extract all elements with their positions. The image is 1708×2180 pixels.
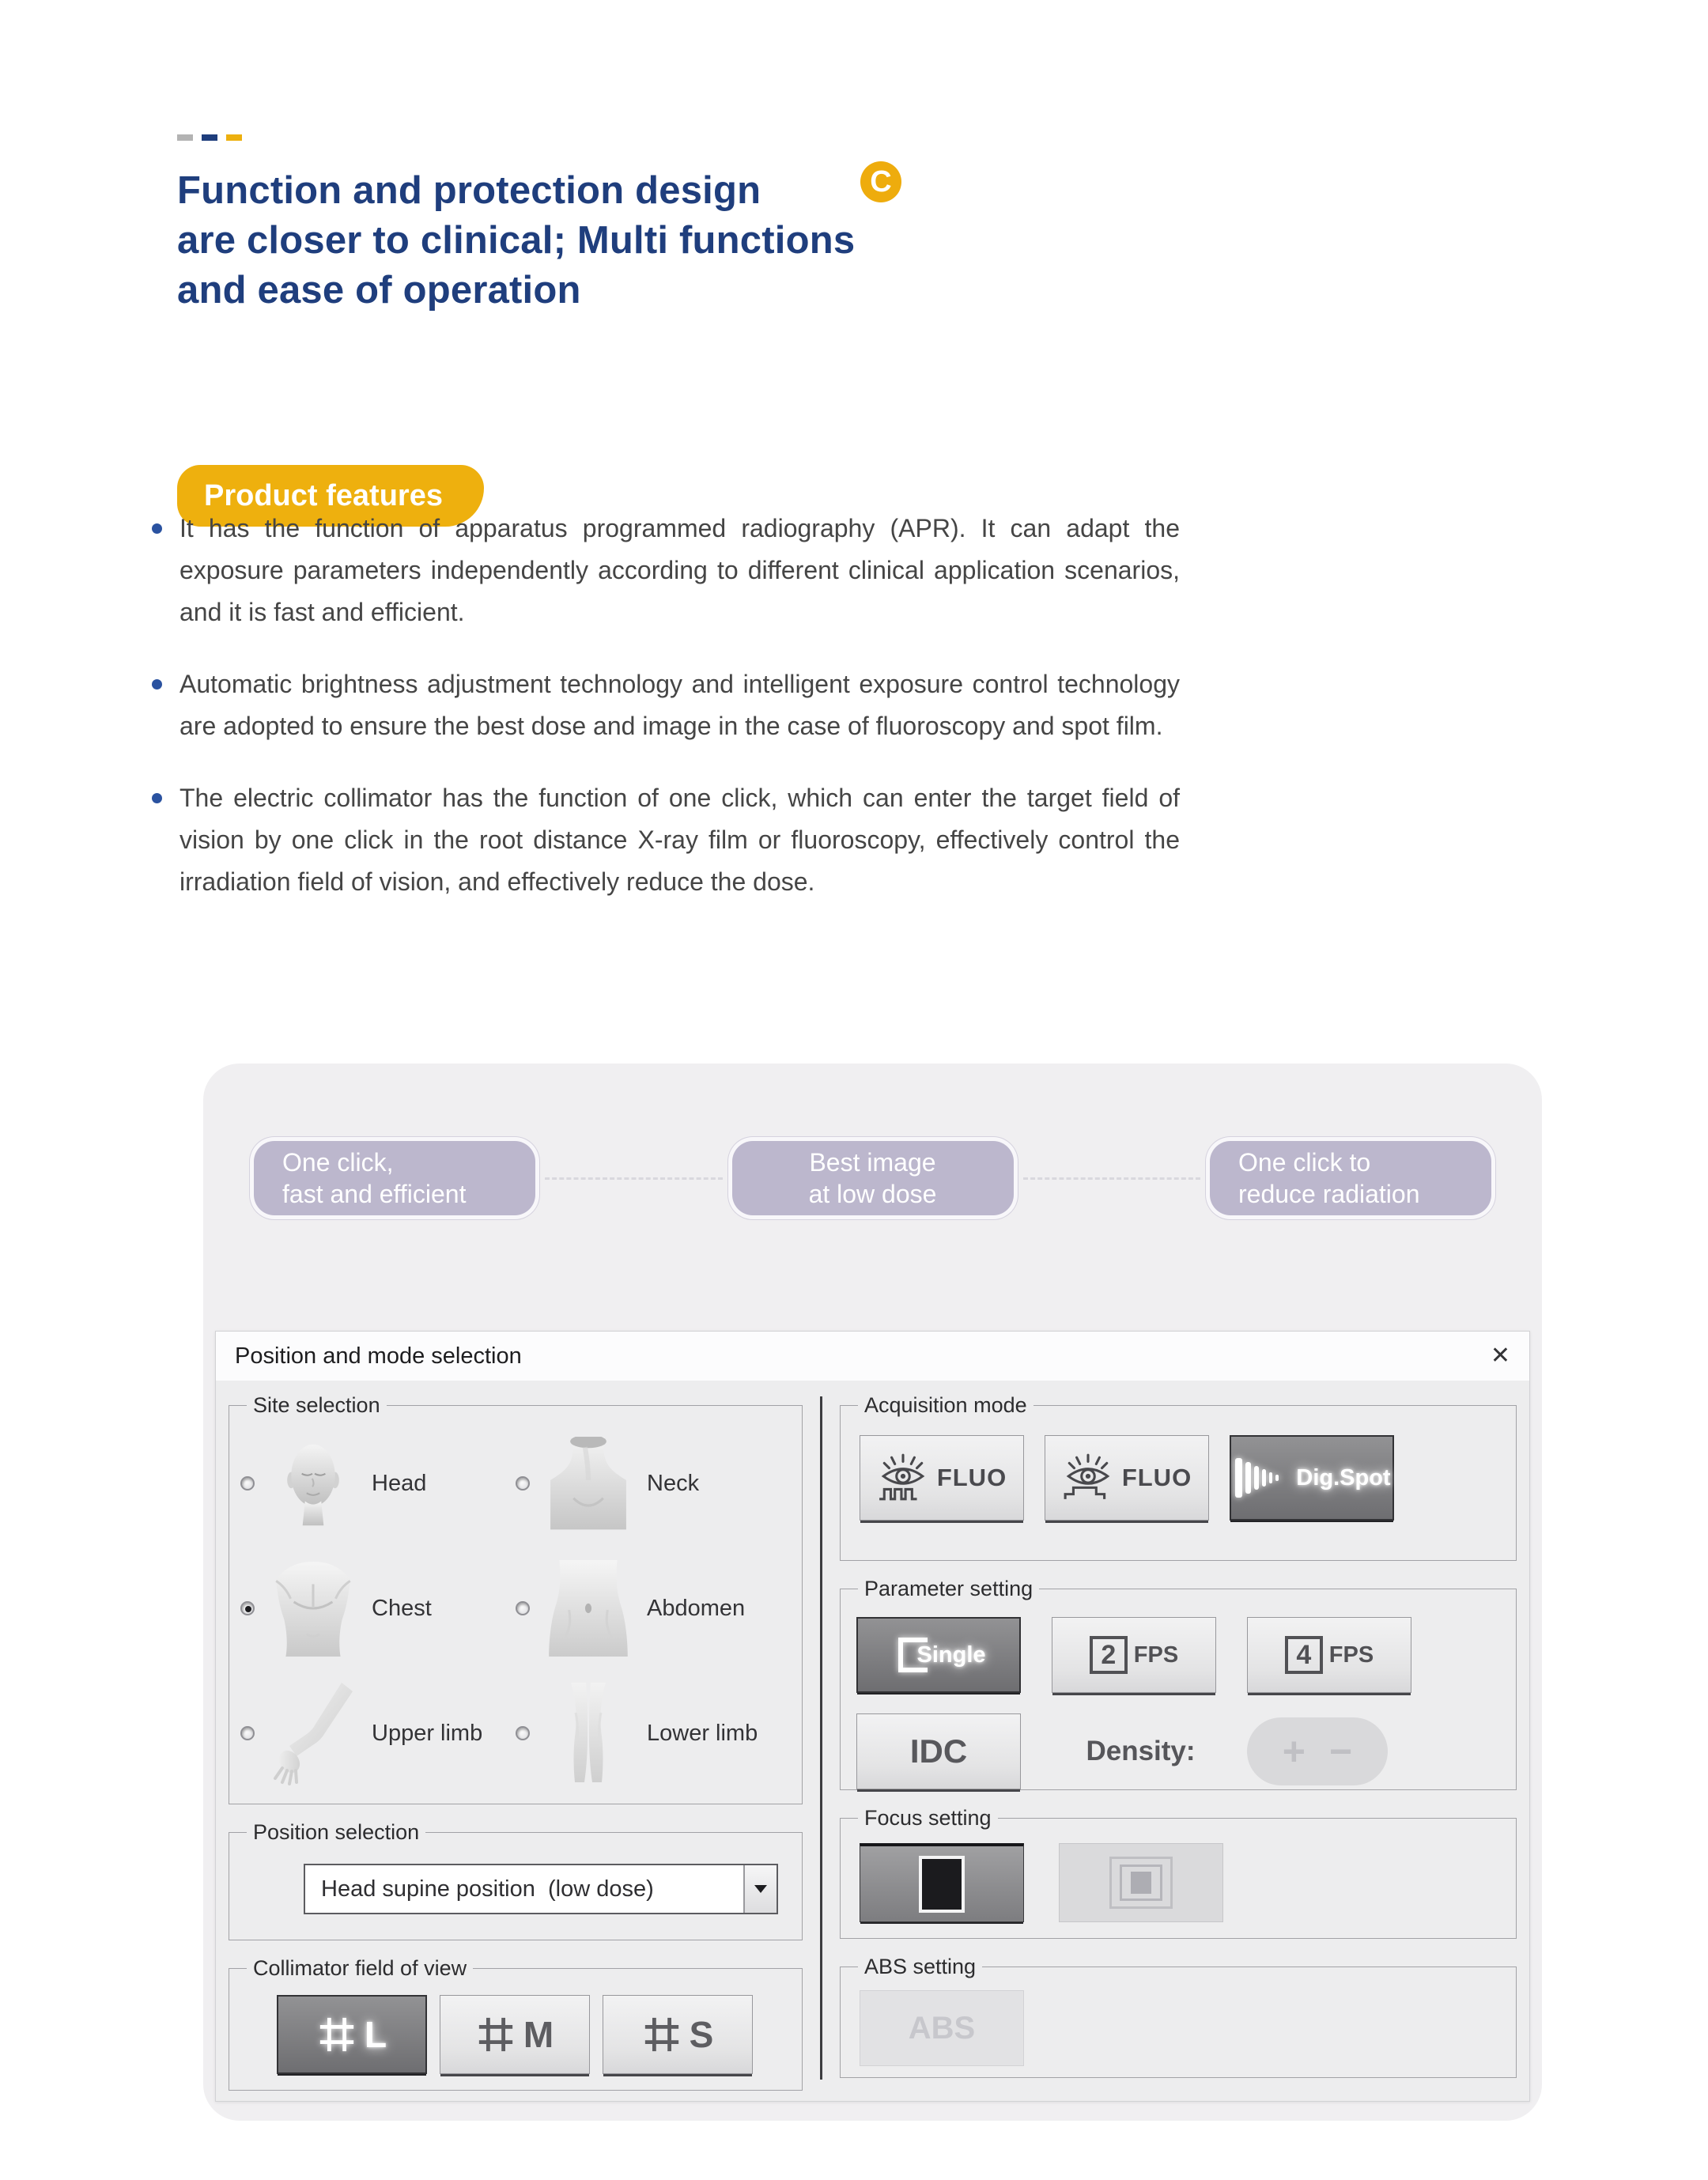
- collimator-buttons: [277, 1995, 791, 2074]
- radio-head[interactable]: [240, 1476, 255, 1490]
- product-features-label: Product features: [204, 478, 443, 512]
- head-figure: [266, 1424, 361, 1543]
- density-label: Density:: [1086, 1736, 1196, 1766]
- dash-gold: [226, 134, 242, 141]
- collimator-frame-icon: [642, 2015, 682, 2054]
- single-frame-icon: [891, 1634, 932, 1676]
- bullet-text: It has the function of apparatus programmed radiography (APR). It can adapt the exposure parameters independently according to different clinical application scenarios, and it is fast and efficient.: [179, 514, 1180, 626]
- eye-continuous-wave-icon: [1062, 1453, 1114, 1502]
- dialog-right-column: [840, 1393, 1517, 2091]
- single-button[interactable]: [856, 1617, 1021, 1693]
- signal-bars-icon: [1233, 1456, 1288, 1499]
- page-title: [177, 166, 855, 315]
- dash-gray: [177, 134, 193, 141]
- column-divider: [820, 1396, 822, 2080]
- pill-line: One click to: [1238, 1148, 1371, 1177]
- pill-line: One click,: [282, 1148, 394, 1177]
- fluo-button-label: FLUO: [936, 1464, 1007, 1491]
- site-selection-label: Site selection: [253, 1393, 380, 1417]
- list-item: [152, 663, 1180, 747]
- acquisition-mode-label: Acquisition mode: [864, 1393, 1027, 1417]
- radio-neck[interactable]: [516, 1476, 530, 1490]
- digspot-button-label: Dig.Spot: [1296, 1464, 1391, 1490]
- dashed-connector: [545, 1177, 723, 1180]
- abs-setting-label: ABS setting: [864, 1955, 977, 1978]
- site-option-label: Neck: [647, 1470, 700, 1496]
- pill-best-image: [732, 1141, 1014, 1215]
- small-focus-icon: [1109, 1857, 1173, 1909]
- lower-limb-figure: [541, 1674, 636, 1793]
- site-option-chest[interactable]: [240, 1546, 516, 1671]
- bullet-text: Automatic brightness adjustment technology and intelligent exposure control technology are adopted to ensure the best dose and image in the case of fluoroscopy and spot film.: [179, 670, 1180, 740]
- site-option-label: Chest: [372, 1595, 432, 1621]
- position-dropdown-value: Head supine position (low dose): [321, 1876, 654, 1902]
- idc-button-label: IDC: [909, 1732, 968, 1770]
- fluo-continuous-button[interactable]: [1045, 1435, 1209, 1521]
- eye-pulsed-wave-icon: [877, 1453, 929, 1502]
- page-title-line-3: and ease of operation: [177, 269, 581, 312]
- dashed-connector: [1023, 1177, 1201, 1180]
- focus-setting-group: [840, 1806, 1517, 1939]
- fps4-unit: FPS: [1328, 1642, 1374, 1668]
- decor-dashes: [177, 134, 242, 141]
- parameter-setting-group: [840, 1577, 1517, 1790]
- radio-chest[interactable]: [240, 1601, 255, 1615]
- dialog-left-column: [229, 1393, 803, 2091]
- focus-setting-label: Focus setting: [864, 1806, 992, 1830]
- close-icon[interactable]: ✕: [1490, 1343, 1510, 1369]
- site-grid: [240, 1421, 791, 1796]
- showcase-panel: [203, 1064, 1542, 2121]
- bullet-dot-icon: [152, 679, 162, 690]
- chest-figure: [266, 1549, 361, 1668]
- neck-figure: [541, 1424, 636, 1543]
- fluo-button-label: FLUO: [1121, 1464, 1192, 1491]
- pill-line: fast and efficient: [282, 1180, 467, 1208]
- pill-one-click-fast: [254, 1141, 535, 1215]
- parameter-grid: [856, 1615, 1505, 1791]
- collimator-group: [229, 1956, 803, 2091]
- site-option-upper-limb[interactable]: [240, 1671, 516, 1796]
- dialog-titlebar: [216, 1332, 1529, 1381]
- focus-buttons: [860, 1843, 1505, 1922]
- position-selection-group: [229, 1820, 803, 1940]
- digspot-button[interactable]: [1230, 1435, 1394, 1521]
- chevron-down-icon: [754, 1885, 767, 1893]
- dash-navy: [202, 134, 217, 141]
- dialog-title: Position and mode selection: [235, 1343, 522, 1369]
- page-title-line-2: are closer to clinical; Multi functions: [177, 219, 856, 262]
- collimator-label: Collimator field of view: [253, 1956, 467, 1980]
- collimator-frame-icon: [476, 2015, 516, 2054]
- brand-c-logo: [860, 161, 901, 202]
- large-focus-icon: [919, 1856, 965, 1913]
- site-option-lower-limb[interactable]: [516, 1671, 791, 1796]
- single-button-label: Single: [916, 1642, 986, 1668]
- collimator-size-label: M: [523, 2014, 554, 2055]
- radio-upper-limb[interactable]: [240, 1726, 255, 1740]
- focus-large-button[interactable]: [860, 1843, 1024, 1922]
- site-option-neck[interactable]: [516, 1421, 791, 1546]
- site-option-label: Head: [372, 1470, 427, 1496]
- page-title-line-1: Function and protection design: [177, 169, 761, 212]
- upper-limb-figure: [266, 1674, 361, 1793]
- position-dropdown[interactable]: [304, 1864, 778, 1914]
- fluo-pulsed-button[interactable]: [860, 1435, 1024, 1521]
- idc-button[interactable]: [856, 1713, 1021, 1789]
- pill-reduce-radiation: [1210, 1141, 1491, 1215]
- fps4-number: 4: [1285, 1636, 1323, 1674]
- abs-setting-group: [840, 1955, 1517, 2078]
- site-option-head[interactable]: [240, 1421, 516, 1546]
- collimator-medium-button[interactable]: [440, 1995, 590, 2074]
- bullet-dot-icon: [152, 523, 162, 534]
- position-selection-label: Position selection: [253, 1820, 420, 1844]
- acquisition-mode-group: [840, 1393, 1517, 1561]
- acquisition-buttons: [860, 1435, 1505, 1521]
- abs-button-label: ABS: [908, 2010, 976, 2046]
- abdomen-figure: [541, 1549, 636, 1668]
- collimator-size-label: L: [364, 2014, 387, 2055]
- plus-icon[interactable]: +: [1282, 1729, 1306, 1774]
- pill-line: at low dose: [808, 1180, 937, 1208]
- feature-bullet-list: [152, 508, 1180, 933]
- site-option-abdomen[interactable]: [516, 1546, 791, 1671]
- collimator-frame-icon: [317, 2015, 357, 2054]
- radio-abdomen[interactable]: [516, 1601, 530, 1615]
- site-option-label: Upper limb: [372, 1720, 483, 1746]
- abs-button[interactable]: [860, 1990, 1024, 2066]
- collimator-size-label: S: [689, 2014, 714, 2055]
- bullet-dot-icon: [152, 793, 162, 803]
- minus-icon[interactable]: −: [1329, 1729, 1353, 1774]
- collimator-small-button[interactable]: [603, 1995, 753, 2074]
- site-selection-group: [229, 1393, 803, 1804]
- list-item: [152, 777, 1180, 903]
- pill-line: reduce radiation: [1238, 1180, 1420, 1208]
- fps2-button[interactable]: [1052, 1617, 1216, 1693]
- radio-lower-limb[interactable]: [516, 1726, 530, 1740]
- brand-c-letter: C: [870, 164, 892, 198]
- pill-line: Best image: [809, 1148, 936, 1177]
- parameter-setting-label: Parameter setting: [864, 1577, 1033, 1600]
- site-option-label: Abdomen: [647, 1595, 746, 1621]
- list-item: [152, 508, 1180, 633]
- fps2-number: 2: [1090, 1636, 1128, 1674]
- site-option-label: Lower limb: [647, 1720, 758, 1746]
- fps2-unit: FPS: [1133, 1642, 1179, 1668]
- focus-small-button[interactable]: [1059, 1843, 1223, 1922]
- fps4-button[interactable]: [1247, 1617, 1411, 1693]
- bullet-text: The electric collimator has the function of one click, which can enter the target field of vision by one click in the root distance X-ray film or fluoroscopy, effectively control the irradiation field of vision, and effectively reduce the dose.: [179, 784, 1180, 896]
- feature-pills-row: [254, 1141, 1491, 1215]
- collimator-large-button[interactable]: [277, 1995, 427, 2074]
- dropdown-button[interactable]: [743, 1865, 777, 1913]
- dialog-body: [216, 1381, 1529, 2099]
- density-stepper[interactable]: [1247, 1717, 1388, 1785]
- position-mode-dialog: [215, 1331, 1530, 2102]
